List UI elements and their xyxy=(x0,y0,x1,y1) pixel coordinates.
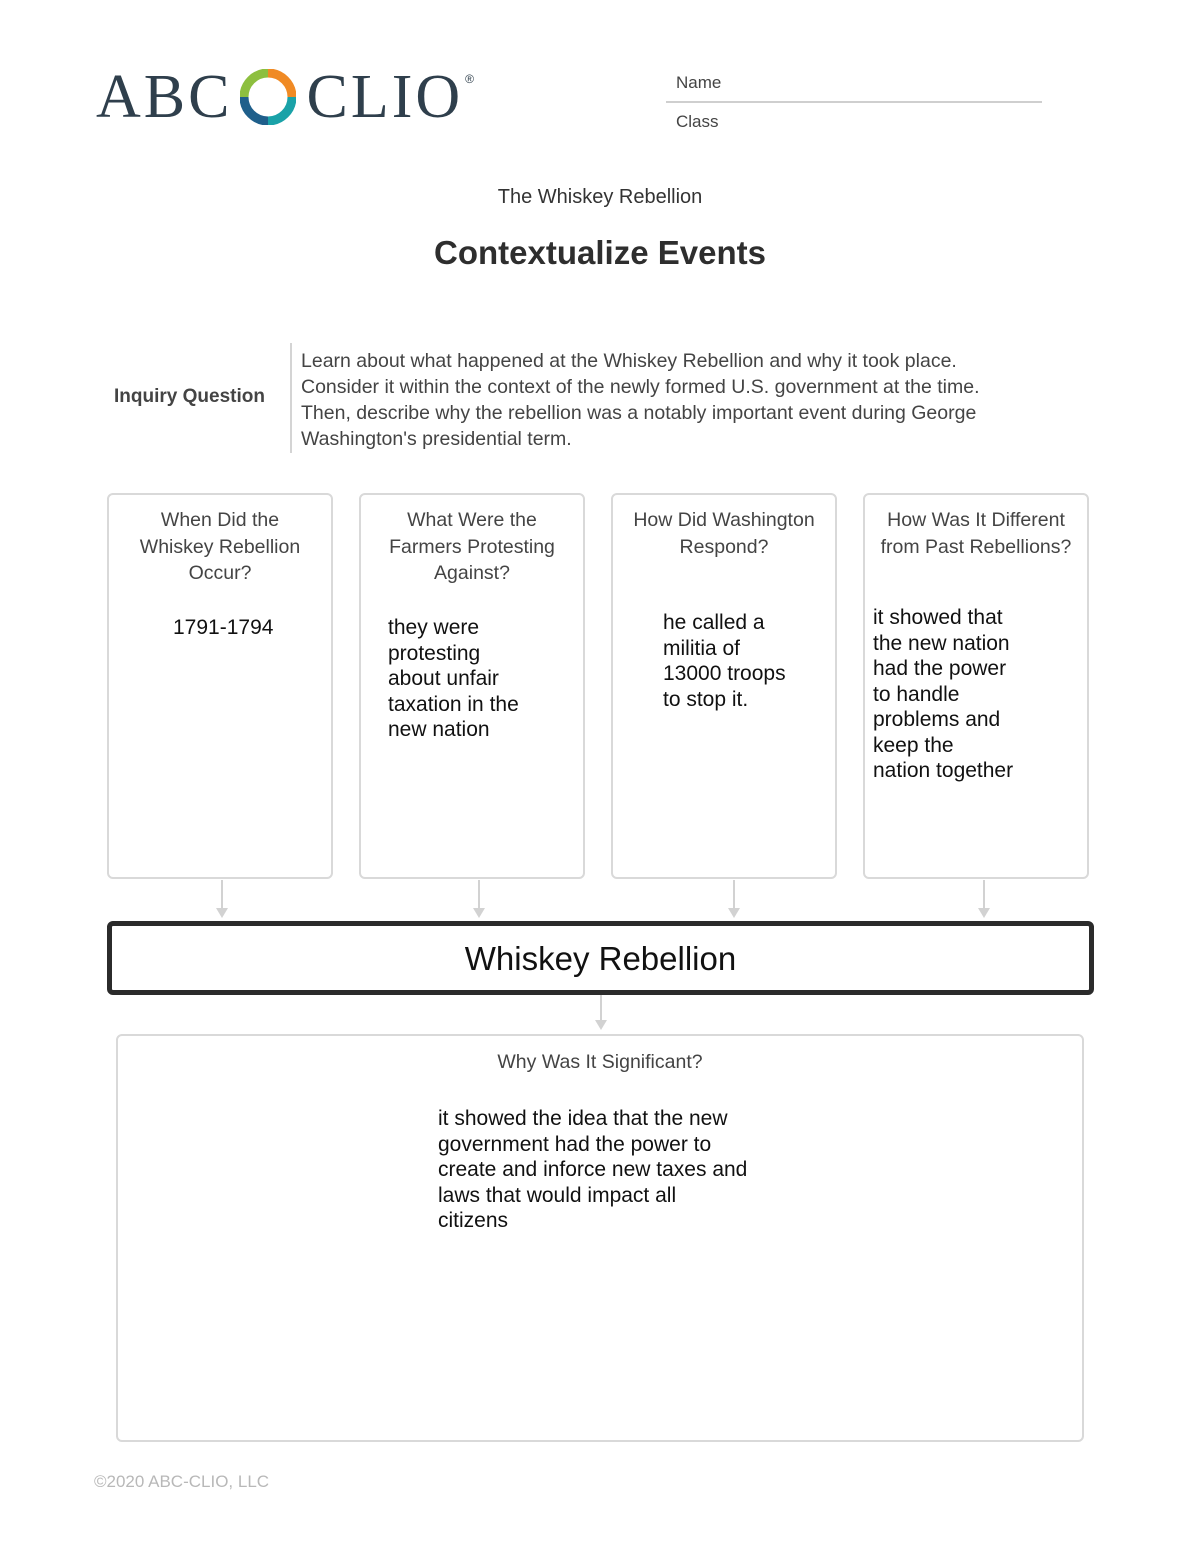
answer-line: protesting xyxy=(388,641,481,665)
question-heading xyxy=(613,507,835,560)
answer-text[interactable] xyxy=(388,615,519,743)
heading-line: Respond? xyxy=(679,535,769,558)
heading-line: Occur? xyxy=(188,562,252,584)
connector-line xyxy=(600,995,602,1021)
significance-heading: Why Was It Significant? xyxy=(497,1051,703,1073)
answer-text[interactable] xyxy=(873,605,1013,784)
name-label: Name xyxy=(676,73,722,92)
answer-line: militia of xyxy=(663,636,741,660)
answer-line: had the power xyxy=(873,657,1007,680)
answer-line: about unfair xyxy=(388,667,499,690)
answer-line: the new nation xyxy=(873,631,1010,655)
answer-text[interactable] xyxy=(663,610,786,712)
inquiry-line: Washington's presidential term. xyxy=(301,428,572,450)
answer-text[interactable] xyxy=(173,615,273,641)
question-box-protest[interactable] xyxy=(359,493,585,879)
worksheet-title: Contextualize Events xyxy=(434,234,766,271)
inquiry-line: Consider it within the context of the newly formed U.S. government at the time. xyxy=(301,376,980,398)
heading-line: Whiskey Rebellion xyxy=(139,535,301,558)
answer-line: government had the power to xyxy=(438,1132,712,1156)
answer-line: 1791-1794 xyxy=(173,616,274,639)
arrow-down-icon xyxy=(978,908,990,918)
connector-line xyxy=(221,880,223,909)
arrow-down-icon xyxy=(473,908,485,918)
worksheet-subtitle: The Whiskey Rebellion xyxy=(497,186,703,208)
class-label: Class xyxy=(676,112,719,131)
arrow-down-icon xyxy=(728,908,740,918)
answer-line: to handle xyxy=(873,682,960,706)
logo-text-clio: CLIO xyxy=(306,63,464,131)
question-box-difference[interactable] xyxy=(863,493,1089,879)
answer-line: create and inforce new taxes and xyxy=(438,1158,748,1181)
heading-line: Farmers Protesting xyxy=(389,535,555,558)
copyright-footer: ©2020 ABC-CLIO, LLC xyxy=(94,1472,270,1491)
answer-line: new nation xyxy=(388,718,490,741)
answer-line: problems and xyxy=(873,708,1001,731)
arrow-down-icon xyxy=(216,908,228,918)
answer-line: to stop it. xyxy=(663,687,749,711)
answer-line: keep the xyxy=(873,733,954,757)
answer-line: nation together xyxy=(873,759,1014,782)
logo-ring-icon xyxy=(240,69,296,125)
significance-box[interactable] xyxy=(116,1034,1084,1442)
answer-line: it showed that xyxy=(873,606,1003,629)
central-topic-box xyxy=(107,921,1094,995)
answer-line: citizens xyxy=(438,1209,509,1232)
inquiry-line: Then, describe why the rebellion was a notably important event during George xyxy=(301,402,977,424)
inquiry-question-text xyxy=(301,348,1081,452)
question-box-when[interactable] xyxy=(107,493,333,879)
arrow-down-icon xyxy=(595,1020,607,1030)
question-heading xyxy=(865,507,1087,560)
heading-line: How Did Washington xyxy=(633,509,815,531)
answer-line: they were xyxy=(388,616,480,639)
connector-line xyxy=(478,880,480,909)
answer-line: laws that would impact all xyxy=(438,1183,677,1207)
heading-line: When Did the xyxy=(160,509,280,531)
answer-line: 13000 troops xyxy=(663,662,786,685)
heading-line: Against? xyxy=(434,562,510,584)
inquiry-question-label: Inquiry Question xyxy=(114,386,265,407)
answer-line: it showed the idea that the new xyxy=(438,1107,728,1130)
inquiry-divider xyxy=(290,343,292,453)
answer-line: he called a xyxy=(663,611,765,634)
question-heading xyxy=(361,507,583,587)
significance-answer-text[interactable] xyxy=(438,1106,798,1234)
connector-line xyxy=(983,880,985,909)
heading-line: How Was It Different xyxy=(887,509,1065,531)
answer-line: taxation in the xyxy=(388,692,519,716)
name-underline xyxy=(666,101,1042,103)
registered-mark: ® xyxy=(465,72,474,86)
central-topic-text: Whiskey Rebellion xyxy=(464,940,737,977)
heading-line: from Past Rebellions? xyxy=(880,535,1072,558)
question-heading xyxy=(109,507,331,587)
inquiry-line: Learn about what happened at the Whiskey Rebellion and why it took place. xyxy=(301,350,957,372)
logo-text-abc: ABC xyxy=(96,63,233,131)
question-box-response[interactable] xyxy=(611,493,837,879)
abc-clio-logo xyxy=(96,62,474,132)
connector-line xyxy=(733,880,735,909)
heading-line: What Were the xyxy=(407,509,537,531)
